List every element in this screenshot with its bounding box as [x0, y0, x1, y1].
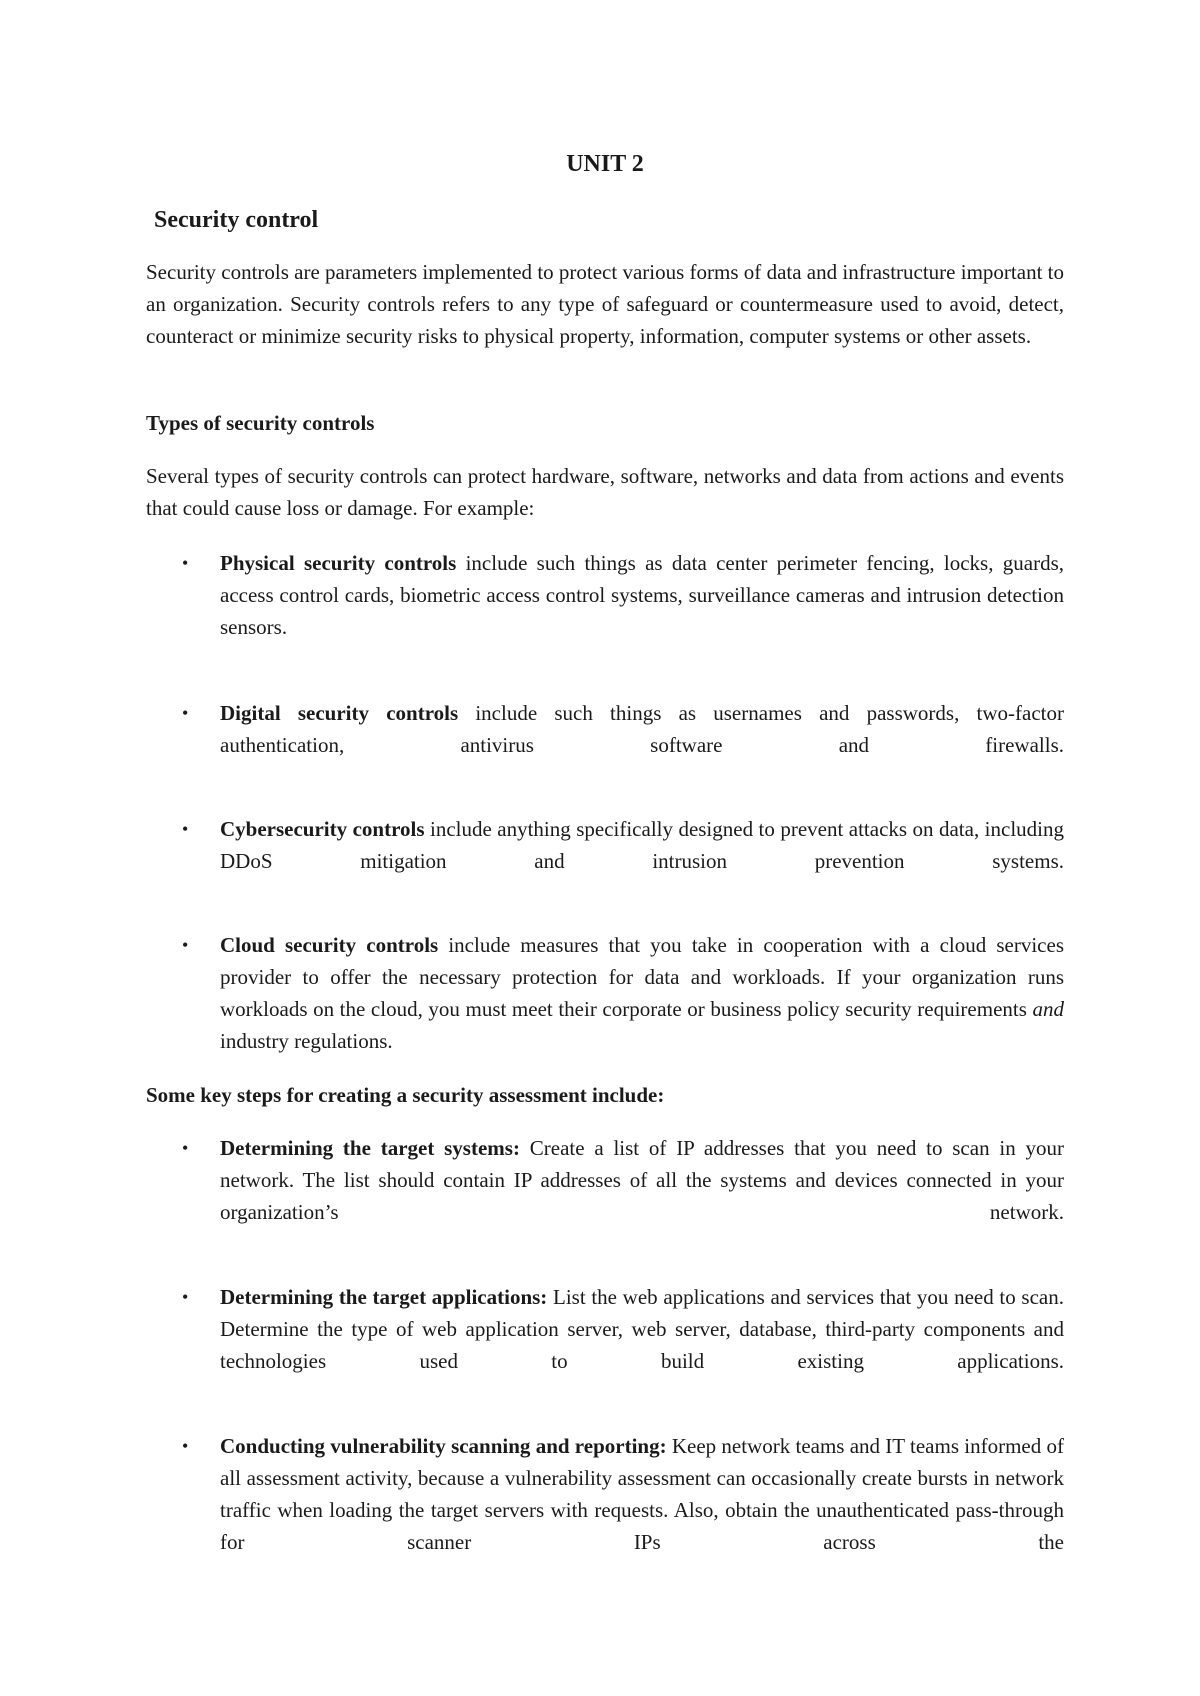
list-item-text [220, 547, 1064, 643]
list-item-desc: include such things as usernames and passwords, two-factor authentication, antivirus software and firewalls. [220, 701, 1064, 757]
list-item-text [220, 1132, 1064, 1228]
list-item-term: Determining the target applications: [220, 1285, 548, 1309]
list-item-desc: Keep network teams and IT teams informed of all assessment activity, because a vulnerability assessment can occasionally create bursts in network traffic when loading the target servers with requests. Also, obtain the unauthenticated pass-through for scanner IPs across the [220, 1434, 1064, 1554]
list-item-term: Cloud security controls [220, 933, 439, 957]
list-item-desc: include measures that you take in cooperation with a cloud services provider to offer the necessary protection for data and workloads. If your organization runs workloads on the cloud, you must meet their corporate or business policy security requirements [220, 933, 1064, 1021]
bullet-icon: • [182, 935, 189, 955]
list-item-text [220, 697, 1064, 761]
list-item-term: Determining the target systems: [220, 1136, 520, 1160]
list-item-text [220, 813, 1064, 877]
list-item-term: Digital security controls [220, 701, 459, 725]
intro-paragraph: Security controls are parameters implemented to protect various forms of data and infrastructure important to an organization. Security controls refers to any type of safeguard or countermeasure used to avoid, detect, counteract or minimize security risks to physical property, information, computer systems or other assets. [146, 260, 1064, 348]
bullet-icon: • [182, 819, 189, 839]
list-item-emphasis: and [1032, 997, 1064, 1021]
steps-heading: Some key steps for creating a security assessment include: [146, 1083, 665, 1107]
list-item-term: Cybersecurity controls [220, 817, 425, 841]
unit-title: UNIT 2 [566, 151, 644, 177]
list-item-term: Conducting vulnerability scanning and reporting: [220, 1434, 667, 1458]
list-item-desc: List the web applications and services that you need to scan. Determine the type of web application server, web server, database, third-party components and technologies used to build existing applications. [220, 1285, 1064, 1373]
list-item-text [220, 1430, 1064, 1558]
list-item-text [220, 929, 1064, 1057]
bullet-icon: • [182, 1138, 189, 1158]
bullet-icon: • [182, 703, 189, 723]
list-item-desc: Create a list of IP addresses that you need to scan in your network. The list should contain IP addresses of all the systems and devices connected in your organization’s network. [220, 1136, 1064, 1224]
list-item-text [220, 1281, 1064, 1377]
bullet-icon: • [182, 553, 189, 573]
list-item-desc-end: industry regulations. [220, 1029, 393, 1053]
bullet-icon: • [182, 1436, 189, 1456]
bullet-icon: • [182, 1287, 189, 1307]
list-item-desc: include anything specifically designed to prevent attacks on data, including DDoS mitigation and intrusion prevention systems. [220, 817, 1064, 873]
types-heading: Types of security controls [146, 411, 375, 435]
section-title: Security control [154, 207, 319, 233]
types-intro-paragraph: Several types of security controls can protect hardware, software, networks and data from actions and events that could cause loss or damage. For example: [146, 464, 1064, 520]
list-item-term: Physical security controls [220, 551, 457, 575]
list-item-desc: include such things as data center perimeter fencing, locks, guards, access control cards, biometric access control systems, surveillance cameras and intrusion detection sensors. [220, 551, 1064, 639]
